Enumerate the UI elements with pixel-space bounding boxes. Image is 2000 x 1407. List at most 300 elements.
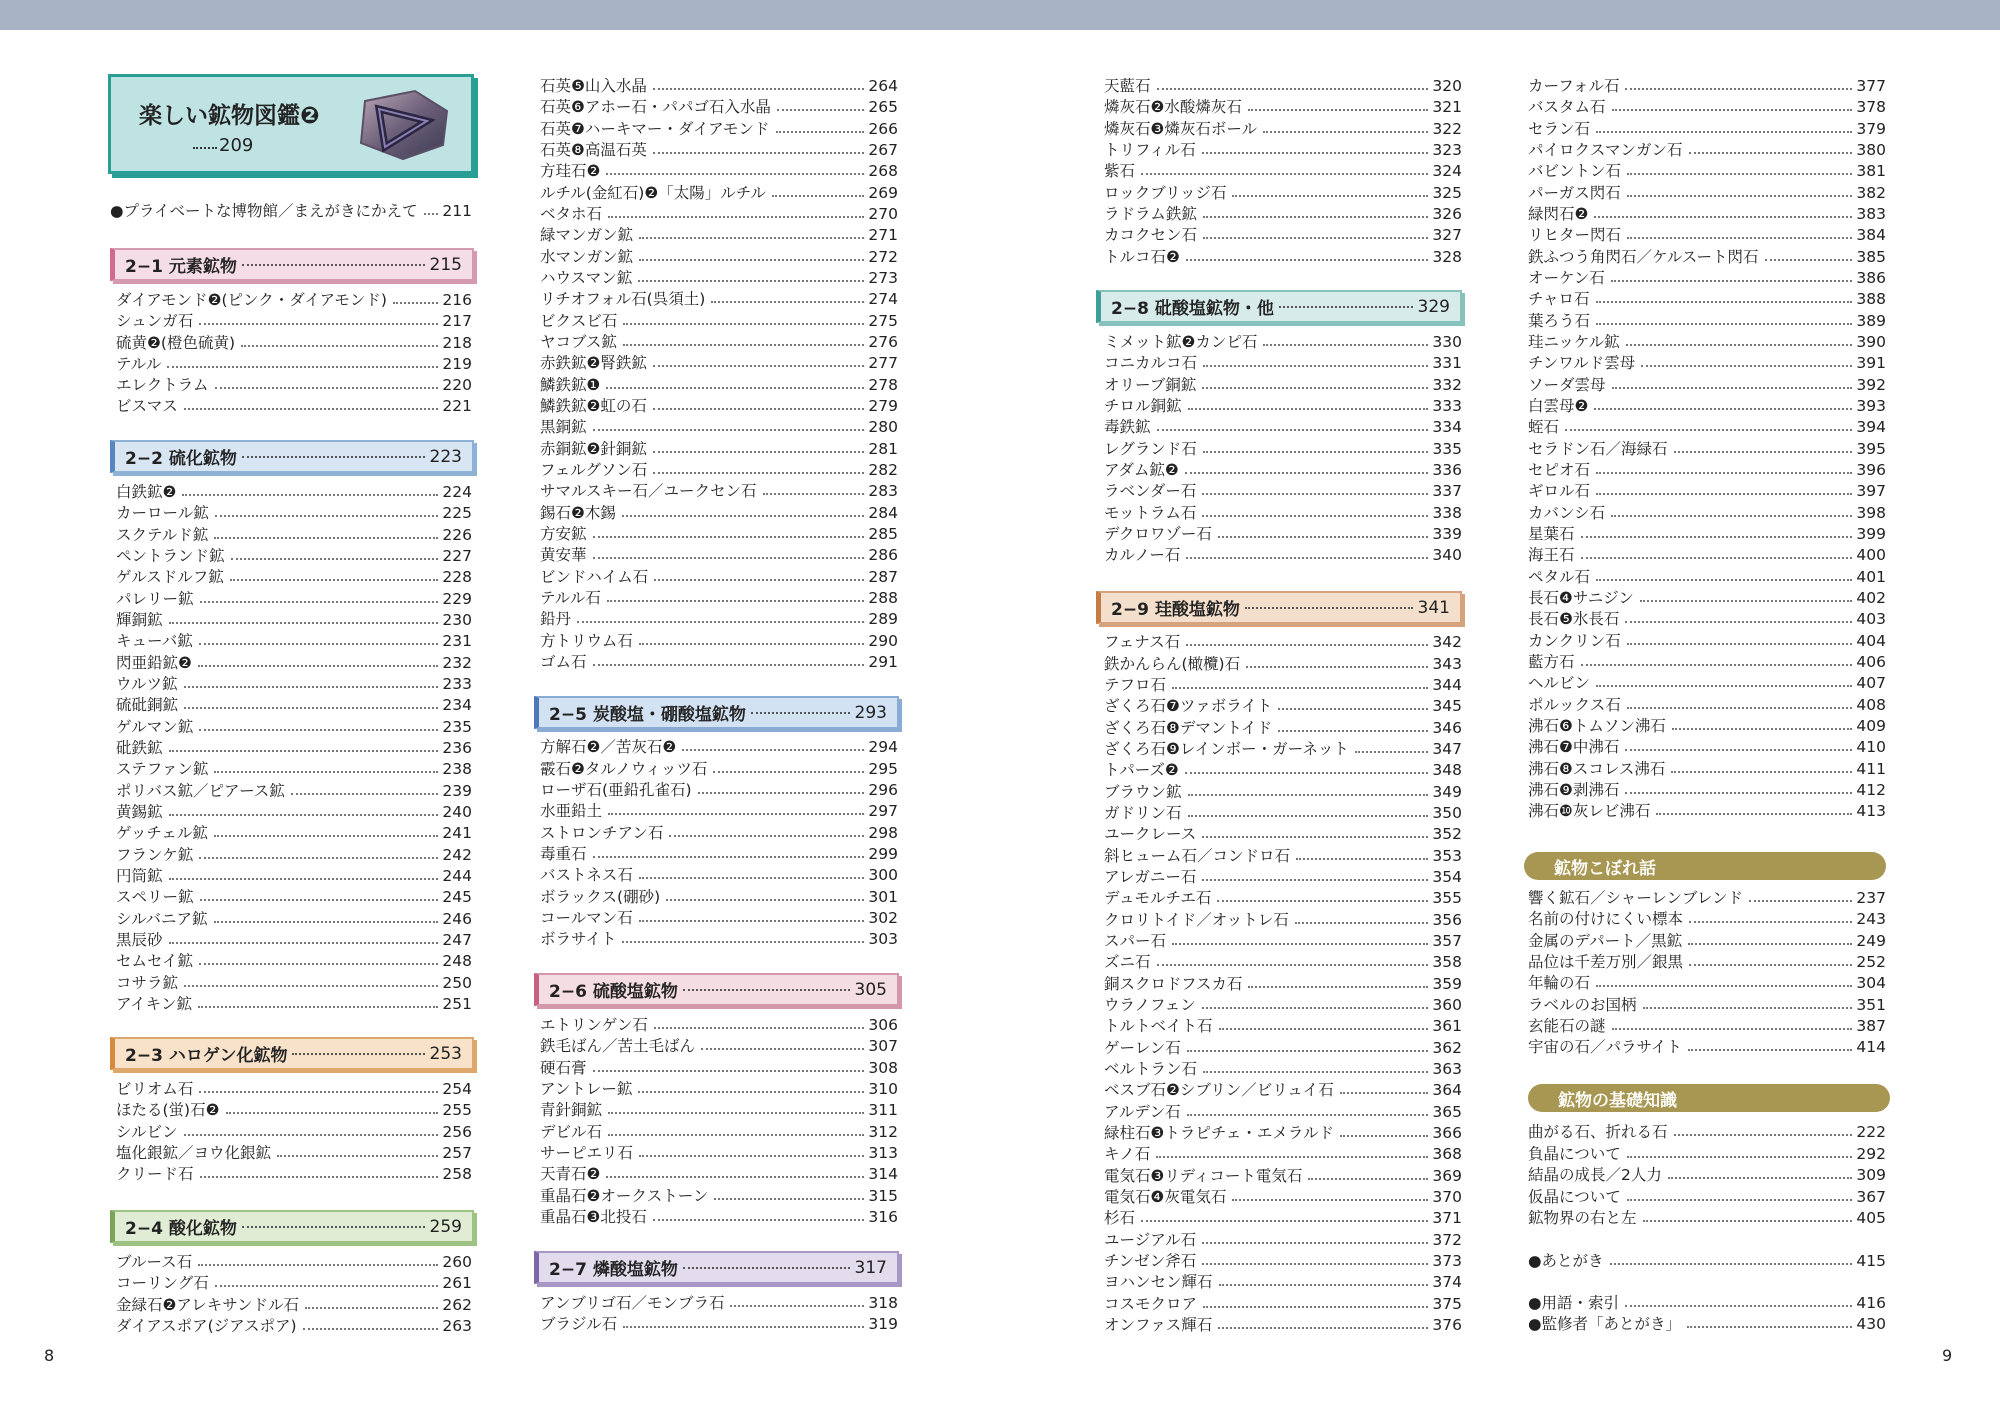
entry-title: ダイアモンド❷(ピンク・ダイアモンド) [116, 291, 387, 309]
leader-dots [682, 749, 864, 751]
entry-title: 宇宙の石／パラサイト [1528, 1038, 1682, 1056]
entry-page: 390 [1856, 333, 1886, 351]
leader-dots [1627, 195, 1853, 197]
entry-page: 376 [1432, 1316, 1462, 1334]
entry-title: 沸石❽スコレス沸石 [1528, 760, 1666, 778]
entry-page: 221 [442, 397, 472, 415]
entry-title: 金緑石❷アレキサンドル石 [116, 1296, 300, 1314]
entry-title: カルノー石 [1104, 546, 1181, 564]
leader-dots [1668, 1177, 1853, 1179]
entry-title: 天青石❷ [540, 1165, 601, 1183]
entry-page: 245 [442, 888, 472, 906]
entry-title: ラベルのお国柄 [1528, 996, 1637, 1014]
entry-page: 229 [442, 590, 472, 608]
entry-page: 239 [442, 782, 472, 800]
entry-page: 378 [1856, 98, 1886, 116]
toc-entry [1528, 671, 1886, 692]
entry-page: 395 [1856, 440, 1886, 458]
entry-title: 輝銅鉱 [116, 611, 163, 629]
leader-dots [593, 1070, 865, 1072]
leader-dots [653, 88, 865, 90]
entry-title: 赤銅鉱❷針銅鉱 [540, 440, 647, 458]
entry-page: 260 [442, 1253, 472, 1271]
section-header [534, 1251, 899, 1284]
section-title: 2−1 元素鉱物 [125, 257, 237, 277]
section-title: 2−5 炭酸塩・硼酸塩鉱物 [549, 705, 746, 725]
entry-page: 254 [442, 1080, 472, 1098]
leader-dots [169, 750, 439, 752]
entry-page: 262 [442, 1296, 472, 1314]
entry-title: シルバニア鉱 [116, 910, 208, 928]
entry-page: 400 [1856, 546, 1886, 564]
leader-dots [169, 942, 439, 944]
toc-entry [1104, 972, 1462, 993]
leader-dots [1188, 794, 1429, 796]
entry-page: 394 [1856, 418, 1886, 436]
entry-title: ビクスビ石 [540, 312, 618, 330]
section-header [110, 1037, 474, 1070]
leader-dots [1626, 344, 1853, 346]
toc-entry [116, 1077, 472, 1098]
toc-entry [540, 607, 898, 628]
leader-dots [1157, 88, 1429, 90]
toc-entry [1104, 929, 1462, 950]
entry-page: 337 [1432, 482, 1462, 500]
entry-page: 340 [1432, 546, 1462, 564]
toc-entry [1528, 650, 1886, 671]
leader-dots [639, 643, 865, 645]
toc-entry [1528, 501, 1886, 522]
entry-title: 海王石 [1528, 546, 1575, 564]
toc-entry [1528, 373, 1886, 394]
leader-dots [200, 899, 439, 901]
toc-entry [1104, 737, 1462, 758]
entry-title: 燐灰石❸燐灰石ボール [1104, 120, 1258, 138]
toc-entry [1528, 415, 1886, 436]
entry-page: 314 [868, 1165, 898, 1183]
leader-dots [1202, 879, 1428, 881]
leader-dots [1156, 1156, 1428, 1158]
toc-entry [116, 565, 472, 586]
toc-entry [540, 309, 898, 330]
entry-title: オリーブ銅鉱 [1104, 376, 1197, 394]
toc-entry [540, 202, 898, 223]
toc-entry [116, 693, 472, 714]
toc-entry [1104, 522, 1462, 543]
entry-page: 357 [1432, 932, 1462, 950]
leader-dots [639, 259, 864, 261]
entry-page: 249 [1856, 932, 1886, 950]
toc-entry [1528, 907, 1886, 928]
toc-entry [1104, 1313, 1462, 1334]
entry-page: 313 [868, 1144, 898, 1162]
entry-page: 224 [442, 483, 472, 501]
leader-dots [1203, 1071, 1428, 1073]
leader-dots [1612, 109, 1853, 111]
leader-dots [593, 557, 865, 559]
toc-entry [540, 1291, 898, 1312]
entry-page: 336 [1432, 461, 1462, 479]
column-label: 鉱物こぼれ話 [1524, 852, 1886, 880]
book-title: 楽しい鉱物図鑑❷ [139, 103, 320, 129]
entry-page: 368 [1432, 1145, 1462, 1163]
leader-dots [242, 456, 425, 458]
toc-entry [540, 778, 898, 799]
entry-title: 銅スクロドフスカ石 [1104, 975, 1243, 993]
leader-dots [242, 1226, 425, 1228]
toc-entry [540, 842, 898, 863]
toc-entry [1528, 309, 1886, 330]
entry-page: 316 [868, 1208, 898, 1226]
entry-title: 鱗鉄鉱❶ [540, 376, 601, 394]
leader-dots [241, 345, 438, 347]
entry-page: 222 [1856, 1123, 1886, 1141]
entry-title: ガドリン石 [1104, 804, 1182, 822]
entry-title: ウラノフェン [1104, 996, 1196, 1014]
entry-title: 鉄かんらん(橄欖)石 [1104, 655, 1241, 673]
entry-title: ゲーレン石 [1104, 1039, 1181, 1057]
leader-dots [169, 814, 439, 816]
entry-page: 359 [1432, 975, 1462, 993]
leader-dots [1643, 1007, 1853, 1009]
entry-page: 391 [1856, 354, 1886, 372]
leader-dots [653, 451, 865, 453]
entry-title: サマルスキー石／ユークセン石 [540, 482, 757, 500]
entry-page: 263 [442, 1317, 472, 1335]
toc-entry [1104, 694, 1462, 715]
toc-entry [116, 907, 472, 928]
toc-entry [1528, 1291, 1886, 1312]
entry-title: 鉄毛ばん／苦土毛ばん [540, 1037, 696, 1055]
leader-dots [606, 387, 864, 389]
entry-title: ユークレース [1104, 825, 1197, 843]
toc-entry [540, 927, 898, 948]
entry-title: 沸石❻トムソン沸石 [1528, 717, 1666, 735]
leader-dots [1596, 493, 1852, 495]
entry-title: ●プライベートな博物館／まえがきにかえて [110, 202, 418, 220]
leader-dots [1202, 515, 1428, 517]
entry-page: 327 [1432, 226, 1462, 244]
leader-dots [1581, 664, 1853, 666]
toc-entry [540, 1141, 898, 1162]
section-page: 253 [429, 1043, 462, 1064]
toc-entry [1104, 1164, 1462, 1185]
leader-dots [639, 1155, 864, 1157]
entry-page: 379 [1856, 120, 1886, 138]
entry-title: 曲がる石、折れる石 [1528, 1123, 1668, 1141]
entry-title: ビリオム石 [116, 1080, 194, 1098]
entry-title: セラドン石／海緑石 [1528, 440, 1668, 458]
entry-page: 363 [1432, 1060, 1462, 1078]
leader-dots [198, 1006, 438, 1008]
leader-dots [215, 515, 439, 517]
leader-dots [1581, 536, 1853, 538]
entry-page: 236 [442, 739, 472, 757]
leader-dots [1689, 152, 1853, 154]
toc-entry [1104, 950, 1462, 971]
entry-page: 244 [442, 867, 472, 885]
entry-page: 364 [1432, 1081, 1462, 1099]
entry-title: ●監修者「あとがき」 [1528, 1315, 1682, 1333]
leader-dots [1248, 109, 1429, 111]
section-title: 2−4 酸化鉱物 [125, 1219, 237, 1239]
entry-page: 320 [1432, 77, 1462, 95]
entry-title: 重晶石❷オークストーン [540, 1187, 709, 1205]
toc-entry [1104, 822, 1462, 843]
entry-page: 243 [1856, 910, 1886, 928]
entry-title: ブラウン鉱 [1104, 783, 1182, 801]
entry-title: チロル銅鉱 [1104, 397, 1182, 415]
entry-page: 355 [1432, 889, 1462, 907]
leader-dots [1172, 687, 1428, 689]
entry-page: 306 [868, 1016, 898, 1034]
entry-page: 211 [442, 202, 472, 220]
entry-page: 231 [442, 632, 472, 650]
entry-page: 375 [1432, 1295, 1462, 1313]
entry-title: 負晶について [1528, 1145, 1621, 1163]
toc-entry [1528, 394, 1886, 415]
section-header [110, 248, 474, 281]
entry-title: ベルトラン石 [1104, 1060, 1198, 1078]
leader-dots [1232, 1199, 1428, 1201]
leader-dots [1340, 1135, 1428, 1137]
toc-entry [540, 245, 898, 266]
toc-entry [110, 199, 472, 220]
entry-title: スパー石 [1104, 932, 1167, 950]
leader-dots [1627, 173, 1852, 175]
leader-dots [713, 771, 864, 773]
entry-page: 399 [1856, 525, 1886, 543]
entry-page: 299 [868, 845, 898, 863]
toc-entry [116, 949, 472, 970]
leader-dots [711, 301, 864, 303]
toc-entry [1104, 908, 1462, 929]
entry-title: ビンドハイム石 [540, 568, 649, 586]
toc-entry [116, 885, 472, 906]
entry-title: 石英❽高温石英 [540, 141, 647, 159]
toc-entry [540, 1205, 898, 1226]
entry-title: 鱗鉄鉱❷虹の石 [540, 397, 647, 415]
entry-title: 緑マンガン鉱 [540, 226, 634, 244]
entry-title: ヤコブス鉱 [540, 333, 617, 351]
toc-entry [1104, 373, 1462, 394]
toc-entry [116, 928, 472, 949]
leader-dots [1202, 1007, 1429, 1009]
entry-page: 247 [442, 931, 472, 949]
toc-entry [1104, 95, 1462, 116]
entry-title: トルトベイト石 [1104, 1017, 1213, 1035]
section-page: 215 [429, 254, 462, 275]
entry-title: ルチル(金紅石)❷「太陽」ルチル [540, 184, 766, 202]
leader-dots [1688, 1049, 1852, 1051]
entry-page: 373 [1432, 1252, 1462, 1270]
toc-entry [1104, 437, 1462, 458]
leader-dots [1611, 515, 1852, 517]
entry-title: 白雲母❷ [1528, 397, 1589, 415]
entry-page: 216 [442, 291, 472, 309]
toc-entry [116, 629, 472, 650]
entry-title: 重晶石❸北投石 [540, 1208, 647, 1226]
entry-page: 333 [1432, 397, 1462, 415]
entry-title: コスモクロア [1104, 1295, 1198, 1313]
toc-entry [116, 992, 472, 1013]
entry-page: 401 [1856, 568, 1886, 586]
leader-dots [230, 579, 439, 581]
toc-entry [540, 330, 898, 351]
leader-dots [1674, 1134, 1853, 1136]
entry-page: 367 [1856, 1188, 1886, 1206]
entry-title: 石英❼ハーキマー・ダイアモンド [540, 120, 770, 138]
toc-entry [116, 373, 472, 394]
entry-title: 円筒鉱 [116, 867, 163, 885]
toc-entry [540, 266, 898, 287]
entry-page: 234 [442, 696, 472, 714]
toc-entry [1104, 415, 1462, 436]
entry-title: パイロクスマンガン石 [1528, 141, 1683, 159]
entry-page: 324 [1432, 162, 1462, 180]
entry-page: 232 [442, 654, 472, 672]
toc-entry [116, 779, 472, 800]
toc-entry [1528, 1206, 1886, 1227]
toc-entry [116, 1250, 472, 1271]
leader-dots [714, 1198, 864, 1200]
leader-dots [199, 323, 438, 325]
entry-page: 396 [1856, 461, 1886, 479]
toc-entry [116, 672, 472, 693]
toc-entry [1528, 458, 1886, 479]
leader-dots [199, 963, 438, 965]
toc-entry [1528, 117, 1886, 138]
section-page: 293 [854, 702, 887, 723]
leader-dots [1687, 1326, 1852, 1328]
leader-dots [1671, 771, 1852, 773]
toc-entry [1104, 479, 1462, 500]
toc-entry [1104, 543, 1462, 564]
entry-title: 方解石❷／苦灰石❷ [540, 738, 677, 756]
toc-entry [540, 1056, 898, 1077]
toc-entry [1104, 1100, 1462, 1121]
entry-page: 268 [868, 162, 898, 180]
entry-page: 326 [1432, 205, 1462, 223]
toc-entry [1528, 757, 1886, 778]
entry-title: エレクトラム [116, 376, 209, 394]
leader-dots [1185, 772, 1429, 774]
leader-dots [1596, 472, 1852, 474]
entry-page: 361 [1432, 1017, 1462, 1035]
entry-title: エトリンゲン石 [540, 1016, 648, 1034]
leader-dots [654, 579, 864, 581]
title-box [108, 74, 474, 174]
toc-entry [1528, 993, 1886, 1014]
entry-title: ヘルビン [1528, 674, 1591, 692]
toc-entry [116, 501, 472, 522]
leader-dots [1596, 323, 1852, 325]
entry-page: 291 [868, 653, 898, 671]
leader-dots [226, 1112, 439, 1114]
leader-dots [1689, 921, 1852, 923]
entry-title: チンワルド雲母 [1528, 354, 1636, 372]
toc-entry [116, 1314, 472, 1335]
toc-entry [1528, 714, 1886, 735]
toc-entry [1528, 629, 1886, 650]
entry-title: スペリー鉱 [116, 888, 194, 906]
leader-dots [1308, 1178, 1428, 1180]
entry-page: 311 [868, 1101, 898, 1119]
leader-dots [1202, 836, 1428, 838]
column-label: 鉱物の基礎知識 [1528, 1084, 1890, 1112]
entry-title: リヒター閃石 [1528, 226, 1622, 244]
entry-title: オーケン石 [1528, 269, 1605, 287]
entry-page: 356 [1432, 911, 1462, 929]
entry-page: 269 [868, 184, 898, 202]
entry-title: 鉛丹 [540, 610, 572, 628]
toc-entry [1528, 202, 1886, 223]
entry-page: 246 [442, 910, 472, 928]
entry-title: ギロル石 [1528, 482, 1591, 500]
entry-title: ラベンダー石 [1104, 482, 1197, 500]
entry-page: 296 [868, 781, 898, 799]
entry-title: カーフォル石 [1528, 77, 1620, 95]
entry-title: スクテルド鉱 [116, 526, 209, 544]
leader-dots [623, 344, 865, 346]
entry-page: 238 [442, 760, 472, 778]
leader-dots [184, 985, 438, 987]
entry-title: アンブリゴ石／モンブラ石 [540, 1294, 725, 1312]
leader-dots [1278, 730, 1428, 732]
entry-page: 342 [1432, 633, 1462, 651]
entry-page: 242 [442, 846, 472, 864]
entry-page: 304 [1856, 974, 1886, 992]
toc-entry [1104, 758, 1462, 779]
entry-title: 結晶の成長／2人力 [1528, 1166, 1662, 1184]
toc-entry [1104, 1121, 1462, 1142]
section-page: 223 [429, 446, 462, 467]
entry-page: 301 [868, 888, 898, 906]
leader-dots [1565, 429, 1852, 431]
toc-entry [1528, 693, 1886, 714]
leader-dots [1612, 1028, 1853, 1030]
entry-title: 硫砒銅鉱 [116, 696, 179, 714]
entry-page: 412 [1856, 781, 1886, 799]
entry-title: 電気石❹灰電気石 [1104, 1188, 1227, 1206]
entry-title: 沸石❿灰レビ沸石 [1528, 802, 1651, 820]
entry-title: 金属のデパート／黒鉱 [1528, 932, 1683, 950]
entry-title: 珪ニッケル鉱 [1528, 333, 1620, 351]
entry-page: 388 [1856, 290, 1886, 308]
toc-entry [540, 757, 898, 778]
entry-title: 閃亜鉛鉱❷ [116, 654, 192, 672]
leader-dots [1296, 858, 1428, 860]
entry-page: 241 [442, 824, 472, 842]
entry-page: 392 [1856, 376, 1886, 394]
toc-entry [116, 523, 472, 544]
entry-title: テルル石 [540, 589, 601, 607]
entry-title: ポリバス鉱／ピアース鉱 [116, 782, 285, 800]
leader-dots [606, 1176, 864, 1178]
leader-dots [393, 302, 439, 304]
toc-entry [116, 394, 472, 415]
entry-page: 218 [442, 334, 472, 352]
leader-dots [1672, 728, 1853, 730]
leader-dots [1611, 280, 1853, 282]
leader-dots [1627, 237, 1852, 239]
entry-title: ヨハンセン輝石 [1104, 1273, 1213, 1291]
leader-dots [623, 1326, 864, 1328]
leader-dots [638, 280, 864, 282]
entry-page: 349 [1432, 783, 1462, 801]
book-title-page: 209 [219, 135, 254, 156]
section-page: 341 [1417, 597, 1450, 618]
